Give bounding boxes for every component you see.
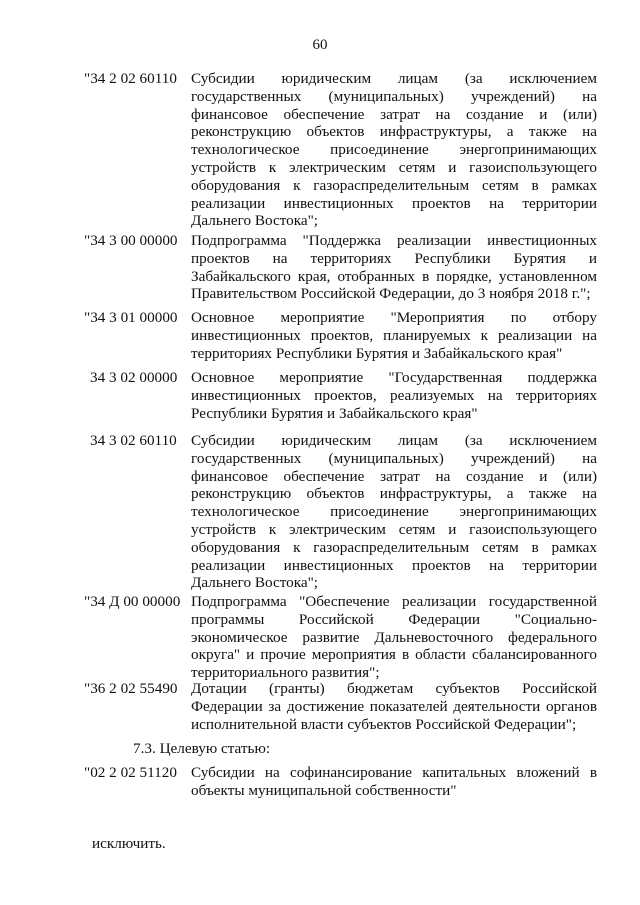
budget-code: "36 2 02 55490 xyxy=(84,680,178,697)
budget-description: Основное мероприятие "Государственная поддержка инвестиционных проектов, реализуемых на территориях Республики Бурятия и Забайкальского края" xyxy=(191,369,597,422)
budget-description: Субсидии юридическим лицам (за исключением государственных (муниципальных) учреждений) на финансовое обеспечение затрат на создание и (или) реконструкцию объектов инфраструктуры, а также на технологическое присоединение энергопринимающих устройств к электрическим сетям и газоиспользующего оборудования к газораспределительным сетям в рамках реализации инвестиционных проектов на территории Дальнего Востока"; xyxy=(191,70,597,230)
budget-description: Субсидии на софинансирование капитальных вложений в объекты муниципальной собственности" xyxy=(191,764,597,799)
budget-code: "34 Д 00 00000 xyxy=(84,593,181,610)
budget-code: 34 3 02 00000 xyxy=(90,369,178,386)
page-number: 60 xyxy=(312,37,328,53)
budget-description: Подпрограмма "Поддержка реализации инвестиционных проектов на территориях Республики Бурятия и Забайкальского края, отобранных в порядке, установленном Правительством Российской Федерации, до 3 ноября 2018 г."; xyxy=(191,232,597,303)
budget-description: Субсидии юридическим лицам (за исключением государственных (муниципальных) учреждений) на финансовое обеспечение затрат на создание и (или) реконструкцию объектов инфраструктуры, а также на технологическое присоединение энергопринимающих устройств к электрическим сетям и газоиспользующего оборудования к газораспределительным сетям в рамках реализации инвестиционных проектов на территории Дальнего Востока"; xyxy=(191,432,597,592)
budget-code: "02 2 02 51120 xyxy=(84,764,177,781)
budget-description: Подпрограмма "Обеспечение реализации государственной программы Российской Федерации "Социально-экономическое развитие Дальневосточного федерального округа" и прочие мероприятия в области сбалансированного территориального развития"; xyxy=(191,593,597,682)
budget-code: "34 2 02 60110 xyxy=(84,70,177,87)
budget-code: "34 3 01 00000 xyxy=(84,309,178,326)
budget-description: Основное мероприятие "Мероприятия по отбору инвестиционных проектов, планируемых к реализации на территориях Республики Бурятия и Забайкальского края" xyxy=(191,309,597,362)
budget-description: Дотации (гранты) бюджетам субъектов Российской Федерации за достижение показателей деятельности органов исполнительной власти субъектов Российской Федерации"; xyxy=(191,680,597,733)
closing-instruction: исключить. xyxy=(92,835,166,852)
section-heading: 7.3. Целевую статью: xyxy=(133,740,271,757)
budget-code: 34 3 02 60110 xyxy=(90,432,177,449)
budget-code: "34 3 00 00000 xyxy=(84,232,178,249)
